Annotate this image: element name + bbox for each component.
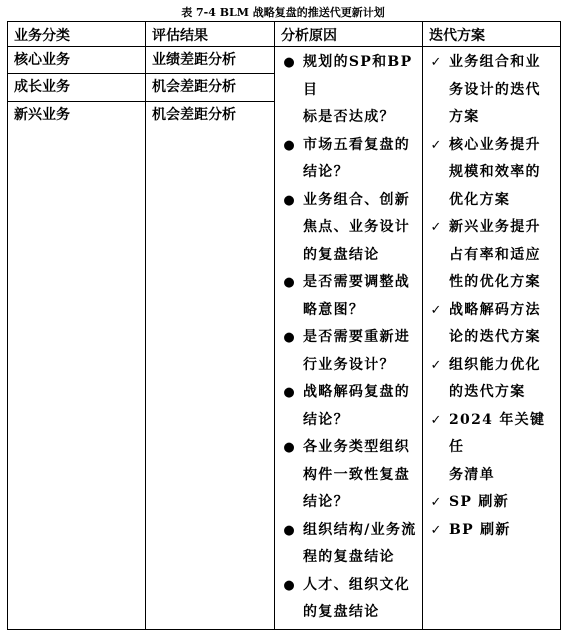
category-emerging: 新兴业务 [14, 106, 70, 123]
reasons-cell [275, 47, 423, 630]
checkmark-icon: ✓ [430, 55, 442, 70]
checkmark-icon: ✓ [430, 220, 442, 235]
result-growth: 机会差距分析 [152, 79, 236, 96]
plan-item [423, 242, 556, 270]
checkmark-icon: ✓ [430, 137, 442, 153]
list-item-text: 务清单 [449, 466, 495, 483]
list-item-text: 战略解码复盘的 [303, 384, 411, 400]
list-item-text: 各业务类型组织 [303, 439, 411, 455]
header-row [8, 22, 561, 47]
reason-item [275, 462, 418, 490]
reason-item [275, 544, 418, 572]
result-cell [146, 74, 275, 101]
indent-spacer [275, 214, 303, 242]
plans-cell [423, 47, 561, 630]
list-item-text: 焦点、业务设计 [303, 219, 411, 235]
header-category: 业务分类 [8, 22, 146, 47]
bullet-icon: ● [283, 522, 295, 538]
list-item-text: 规划的SP和BP目 [303, 54, 413, 98]
result-core: 业绩差距分析 [152, 52, 236, 68]
indent-spacer [275, 544, 303, 572]
list-item-text: 构件一致性复盘 [303, 466, 411, 483]
plan-item [423, 379, 556, 407]
plan-item [423, 407, 556, 462]
reasons-list [275, 47, 422, 629]
bullet-icon: ● [283, 330, 295, 345]
plans-list [423, 47, 560, 546]
indent-spacer [423, 269, 449, 297]
indent-spacer [275, 242, 303, 270]
indent-spacer [275, 407, 303, 435]
indent-spacer [275, 489, 303, 517]
checkmark-icon: ✓ [430, 357, 442, 373]
result-emerging: 机会差距分析 [152, 106, 236, 123]
bullet-icon: ● [283, 192, 295, 208]
list-item-text: 是否需要调整战 [303, 274, 411, 290]
bullet-icon: ● [283, 137, 295, 153]
indent-spacer [275, 159, 303, 187]
list-item-text: 优化方案 [449, 191, 511, 208]
bullet-icon: ● [283, 577, 295, 593]
list-item-text: 市场五看复盘的 [303, 136, 411, 153]
plan-item [423, 324, 556, 352]
reason-item [275, 269, 418, 297]
list-item-text: 论的迭代方案 [449, 329, 541, 345]
reason-item [275, 379, 418, 407]
list-item-text: 结论？ [303, 494, 349, 510]
list-item-text: 的复盘结论 [303, 604, 380, 620]
reason-item [275, 49, 418, 104]
list-item-text: 性的优化方案 [449, 274, 541, 290]
list-item-text: 2024 年关键任 [449, 411, 546, 455]
result-cell [146, 47, 275, 74]
indent-spacer [423, 104, 449, 132]
list-item-text: 行业务设计？ [303, 356, 395, 373]
plan-item [423, 77, 556, 105]
category-core: 核心业务 [14, 52, 70, 68]
reason-item [275, 407, 418, 435]
plan-item [423, 187, 556, 215]
reason-item [275, 489, 418, 517]
reason-item [275, 517, 418, 545]
list-item-text: 组织能力优化 [449, 356, 541, 373]
list-item-text: 组织结构/业务流 [303, 521, 417, 538]
bullet-icon: ● [283, 440, 295, 455]
indent-spacer [423, 462, 449, 490]
bullet-icon: ● [283, 385, 295, 400]
indent-spacer [275, 297, 303, 325]
plan-item [423, 104, 556, 132]
header-plan: 迭代方案 [423, 22, 561, 47]
indent-spacer [423, 187, 449, 215]
category-cell [8, 101, 146, 629]
list-item-text: 结论？ [303, 164, 349, 180]
indent-spacer [275, 599, 303, 627]
category-cell [8, 74, 146, 101]
indent-spacer [275, 104, 303, 132]
bullet-icon: ● [283, 275, 295, 290]
indent-spacer [275, 352, 303, 380]
reason-item [275, 214, 418, 242]
list-item-text: 结论？ [303, 411, 349, 428]
bullet-icon: ● [283, 55, 295, 70]
reason-item [275, 104, 418, 132]
indent-spacer [423, 324, 449, 352]
list-item-text: 略意图？ [303, 301, 365, 318]
reason-item [275, 572, 418, 600]
list-item-text: 的迭代方案 [449, 384, 526, 400]
indent-spacer [423, 77, 449, 105]
list-item-text: 核心业务提升 [449, 136, 541, 153]
plan-item [423, 352, 556, 380]
checkmark-icon: ✓ [430, 522, 442, 538]
header-result: 评估结果 [146, 22, 275, 47]
reason-item [275, 132, 418, 160]
indent-spacer [423, 159, 449, 187]
list-item-text: 业务组合、创新 [303, 191, 411, 208]
plan-item [423, 489, 556, 517]
table-caption: 表 7-4 BLM 战略复盘的推送代更新计划 [181, 6, 385, 19]
table-row [8, 47, 561, 74]
plan-item [423, 462, 556, 490]
result-cell [146, 101, 275, 629]
list-item-text: 程的复盘结论 [303, 549, 395, 565]
list-item-text: 规模和效率的 [449, 164, 541, 180]
list-item-text: 的复盘结论 [303, 246, 380, 263]
reason-item [275, 324, 418, 352]
category-cell [8, 47, 146, 74]
checkmark-icon: ✓ [430, 302, 442, 318]
plan-item [423, 517, 556, 545]
list-item-text: 是否需要重新进 [303, 329, 411, 345]
indent-spacer [423, 242, 449, 270]
plan-item [423, 297, 556, 325]
list-item-text: 标是否达成？ [303, 109, 395, 125]
plan-item [423, 159, 556, 187]
list-item-text: 新兴业务提升 [449, 219, 541, 235]
plan-item [423, 214, 556, 242]
checkmark-icon: ✓ [430, 412, 442, 428]
plan-item [423, 132, 556, 160]
list-item-text: 人才、组织文化 [303, 576, 411, 593]
list-item-text: BP 刷新 [449, 521, 511, 538]
list-item-text: 占有率和适应 [449, 246, 541, 263]
list-item-text: SP 刷新 [449, 494, 510, 510]
list-item-text: 战略解码方法 [449, 301, 541, 318]
indent-spacer [423, 379, 449, 407]
indent-spacer [275, 462, 303, 490]
reason-item [275, 242, 418, 270]
list-item-text: 务设计的迭代 [449, 81, 541, 98]
header-reason: 分析原因 [275, 22, 423, 47]
plan-item [423, 49, 556, 77]
reason-item [275, 434, 418, 462]
list-item-text: 业务组合和业 [449, 54, 541, 70]
list-item-text: 方案 [449, 109, 480, 125]
category-growth: 成长业务 [14, 79, 70, 96]
checkmark-icon: ✓ [430, 495, 442, 510]
reason-item [275, 599, 418, 627]
reason-item [275, 187, 418, 215]
strategy-review-table [7, 21, 561, 630]
reason-item [275, 352, 418, 380]
reason-item [275, 159, 418, 187]
plan-item [423, 269, 556, 297]
reason-item [275, 297, 418, 325]
